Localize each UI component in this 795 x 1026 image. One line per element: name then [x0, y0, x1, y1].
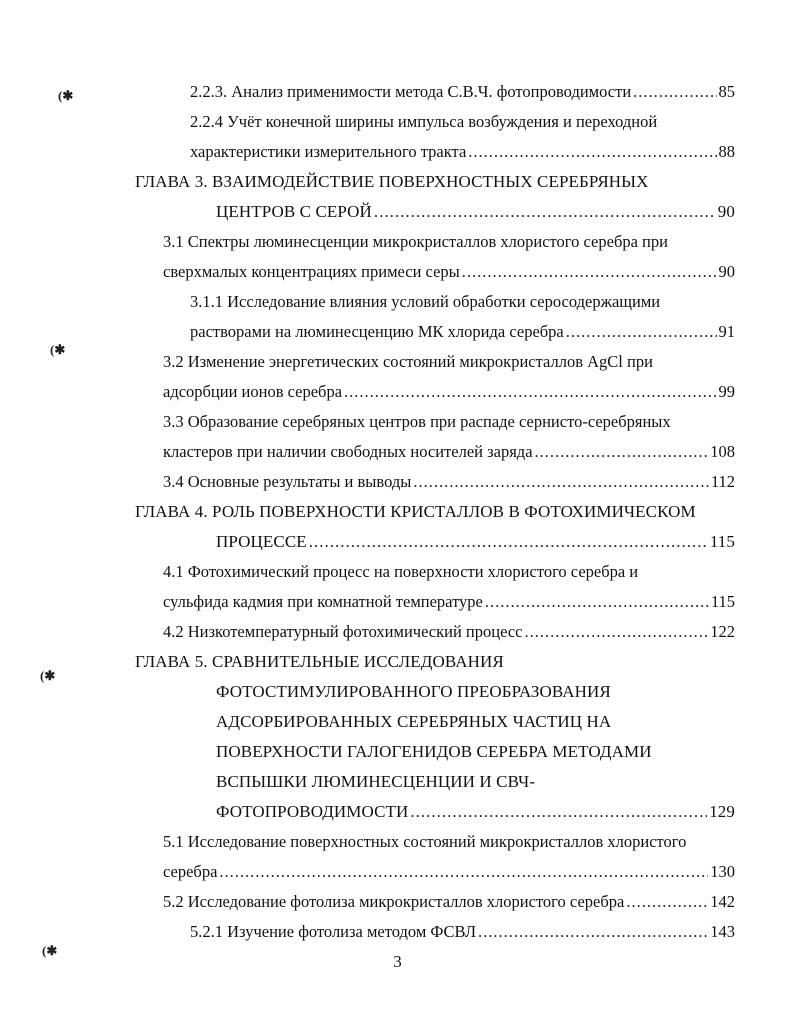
toc-page-number: 115	[709, 532, 735, 551]
dot-leader	[468, 142, 716, 162]
toc-entry-text: 3.3 Образование серебряных центров при распаде сернисто-серебряных	[163, 412, 671, 431]
dot-leader	[633, 82, 716, 102]
toc-page-number: 90	[717, 202, 735, 221]
toc-entry	[163, 472, 735, 492]
toc-entry	[190, 142, 735, 162]
toc-entry-text: ФОТОСТИМУЛИРОВАННОГО ПРЕОБРАЗОВАНИЯ	[216, 682, 611, 701]
binding-hole-mark-icon: (✱	[58, 88, 74, 103]
toc-entry-text: характеристики измерительного тракта	[190, 142, 467, 161]
dot-leader	[413, 472, 709, 492]
dot-leader	[374, 202, 716, 222]
binding-hole-mark-icon: (✱	[40, 668, 56, 683]
toc-entry	[163, 232, 735, 252]
toc-entry-text: сульфида кадмия при комнатной температуре	[163, 592, 483, 611]
dot-leader	[462, 262, 717, 282]
toc-page-number: 90	[718, 262, 735, 281]
toc-chapter-heading	[135, 502, 735, 522]
toc-chapter-heading	[216, 532, 735, 552]
toc-entry	[163, 622, 735, 642]
toc-page-number: 108	[710, 442, 735, 461]
toc-page-number: 129	[709, 802, 735, 821]
dot-leader	[626, 892, 708, 912]
toc-entry-text: ПОВЕРХНОСТИ ГАЛОГЕНИДОВ СЕРЕБРА МЕТОДАМИ	[216, 742, 652, 761]
toc-entry-text: 3.1.1 Исследование влияния условий обработки серосодержащими	[190, 292, 661, 311]
toc-entry-text: 5.2 Исследование фотолиза микрокристаллов хлористого серебра	[163, 892, 625, 911]
page-number: 3	[393, 952, 402, 971]
toc-chapter-heading	[135, 652, 735, 672]
toc-page-number: 112	[710, 472, 735, 491]
dot-leader	[485, 592, 709, 612]
toc-entry	[190, 322, 735, 342]
toc-chapter-heading	[216, 712, 735, 732]
binding-hole-mark-icon: (✱	[42, 943, 58, 958]
toc-page-number: 130	[710, 862, 735, 881]
toc-page-number: 85	[718, 82, 735, 101]
toc-page-number: 88	[718, 142, 735, 161]
toc-entry-text: ГЛАВА 4. РОЛЬ ПОВЕРХНОСТИ КРИСТАЛЛОВ В ФОТОХИМИЧЕСКОМ	[135, 502, 696, 521]
toc-entry	[163, 412, 735, 432]
toc-entry-text: сверхмалых концентрациях примеси серы	[163, 262, 460, 281]
toc-entry	[163, 562, 735, 582]
toc-entry-text: ФОТОПРОВОДИМОСТИ	[216, 802, 409, 821]
dot-leader	[535, 442, 709, 462]
toc-entry-text: кластеров при наличии свободных носителей заряда	[163, 442, 533, 461]
toc-chapter-heading	[216, 682, 735, 702]
toc-entry-text: 2.2.3. Анализ применимости метода С.В.Ч. фотопроводимости	[190, 82, 632, 101]
toc-entry-text: ВСПЫШКИ ЛЮМИНЕСЦЕНЦИИ И СВЧ-	[216, 772, 536, 791]
toc-chapter-heading	[135, 172, 735, 192]
toc-entry-text: АДСОРБИРОВАННЫХ СЕРЕБРЯНЫХ ЧАСТИЦ НА	[216, 712, 612, 731]
toc-entry-text: ГЛАВА 5. СРАВНИТЕЛЬНЫЕ ИССЛЕДОВАНИЯ	[135, 652, 504, 671]
dot-leader	[309, 532, 708, 552]
dot-leader	[219, 862, 708, 882]
toc-entry	[163, 352, 735, 372]
toc-page-number: 99	[718, 382, 735, 401]
toc-chapter-heading	[216, 802, 735, 822]
toc-entry-text: 3.4 Основные результаты и выводы	[163, 472, 412, 491]
toc-page-number: 91	[718, 322, 735, 341]
toc-page-number: 143	[710, 922, 735, 941]
toc-entry	[163, 832, 735, 852]
toc-entry-text: 4.2 Низкотемпературный фотохимический процесс	[163, 622, 523, 641]
toc-chapter-heading	[216, 742, 735, 762]
toc-entry	[190, 112, 735, 132]
toc-entry-text: серебра	[163, 862, 218, 881]
binding-hole-mark-icon: (✱	[50, 342, 66, 357]
toc-entry-text: растворами на люминесценцию МК хлорида серебра	[190, 322, 564, 341]
dot-leader	[478, 922, 708, 942]
toc-entry-text: ГЛАВА 3. ВЗАИМОДЕЙСТВИЕ ПОВЕРХНОСТНЫХ СЕРЕБРЯНЫХ	[135, 172, 649, 191]
toc-chapter-heading	[216, 772, 735, 792]
toc-page-number: 142	[710, 892, 735, 911]
dot-leader	[344, 382, 716, 402]
dot-leader	[524, 622, 708, 642]
toc-page-number: 122	[710, 622, 735, 641]
toc-entry-text: 3.2 Изменение энергетических состояний микрокристаллов AgCl при	[163, 352, 653, 371]
toc-entry-text: ЦЕНТРОВ С СЕРОЙ	[216, 202, 372, 221]
toc-entry-text: 4.1 Фотохимический процесс на поверхности хлористого серебра и	[163, 562, 639, 581]
toc-entry	[190, 82, 735, 102]
toc-entry	[163, 382, 735, 402]
toc-entry	[163, 592, 735, 612]
toc-entry-text: адсорбции ионов серебра	[163, 382, 343, 401]
toc-entry	[163, 442, 735, 462]
toc-entry	[163, 262, 735, 282]
toc-entry	[163, 892, 735, 912]
toc-entry	[190, 292, 735, 312]
toc-entry-text: ПРОЦЕССЕ	[216, 532, 307, 551]
toc-page-number: 115	[710, 592, 735, 611]
toc-entry-text: 3.1 Спектры люминесценции микрокристаллов хлористого серебра при	[163, 232, 668, 251]
toc-entry	[163, 862, 735, 882]
dot-leader	[566, 322, 717, 342]
toc-entry-text: 5.1 Исследование поверхностных состояний микрокристаллов хлористого	[163, 832, 687, 851]
dot-leader	[410, 802, 707, 822]
toc-chapter-heading	[216, 202, 735, 222]
toc-entry-text: 2.2.4 Учёт конечной ширины импульса возбуждения и переходной	[190, 112, 658, 131]
toc-entry	[190, 922, 735, 942]
toc-entry-text: 5.2.1 Изучение фотолиза методом ФСВЛ	[190, 922, 477, 941]
